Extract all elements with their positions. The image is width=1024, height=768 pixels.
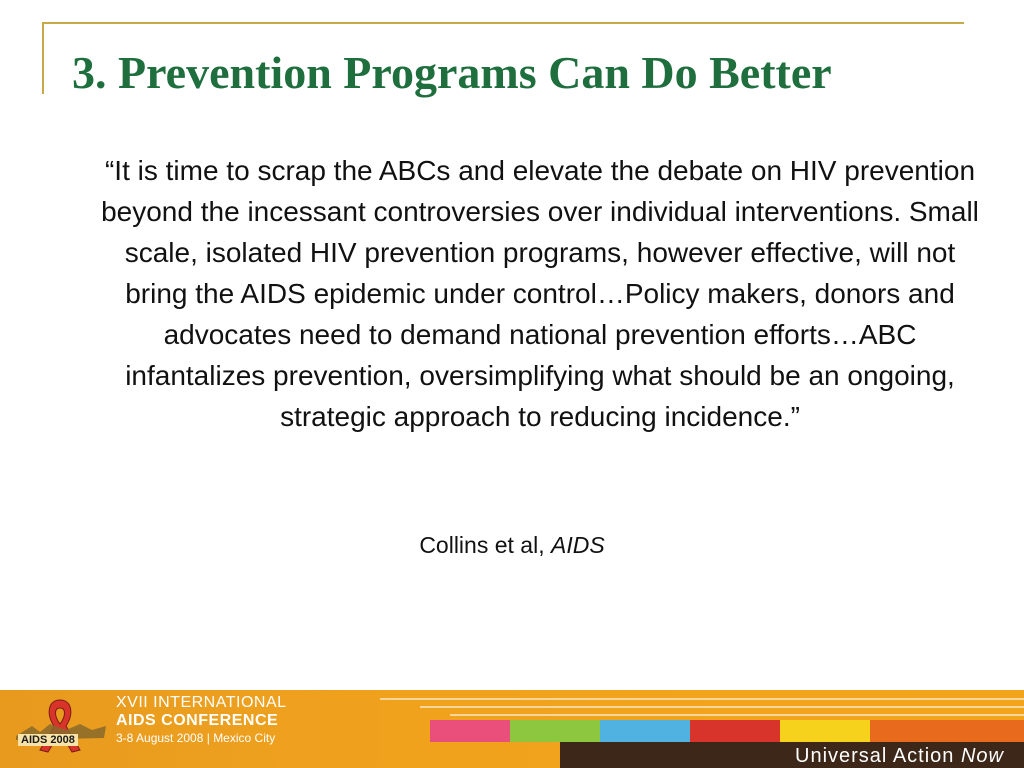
logo-label: AIDS 2008 xyxy=(18,734,78,746)
footer-stripe xyxy=(450,714,1024,716)
tagline-main: Universal Action xyxy=(795,745,961,767)
conference-title xyxy=(116,694,287,746)
frame-line-left xyxy=(42,22,44,94)
footer-stripe xyxy=(420,706,1024,708)
footer-stripe xyxy=(380,698,1024,700)
conference-line-1: XVII INTERNATIONAL xyxy=(116,694,287,711)
conference-line-3: 3-8 August 2008 | Mexico City xyxy=(116,731,276,745)
citation xyxy=(0,532,1024,559)
conference-line-2: AIDS CONFERENCE xyxy=(116,712,279,729)
color-band xyxy=(430,720,1024,742)
conference-footer xyxy=(0,690,1024,768)
ribbon-logo-icon xyxy=(10,696,110,760)
quote-text: “It is time to scrap the ABCs and elevate the debate on HIV prevention beyond the incessant controversies over individual interventions. Small scale, isolated HIV prevention programs, however effective, will not bring the AIDS epidemic under control…Policy makers, donors and advocates need to demand national prevention efforts…ABC infantalizes prevention, oversimplifying what should be an ongoing, strategic approach to reducing incidence.” xyxy=(101,155,979,432)
slide-title: 3. Prevention Programs Can Do Better xyxy=(72,47,832,98)
tagline xyxy=(795,745,1004,768)
citation-author: Collins et al, xyxy=(419,532,551,558)
frame-line-top xyxy=(42,22,964,24)
citation-journal: AIDS xyxy=(550,532,605,558)
tagline-emphasis: Now xyxy=(960,745,1004,767)
